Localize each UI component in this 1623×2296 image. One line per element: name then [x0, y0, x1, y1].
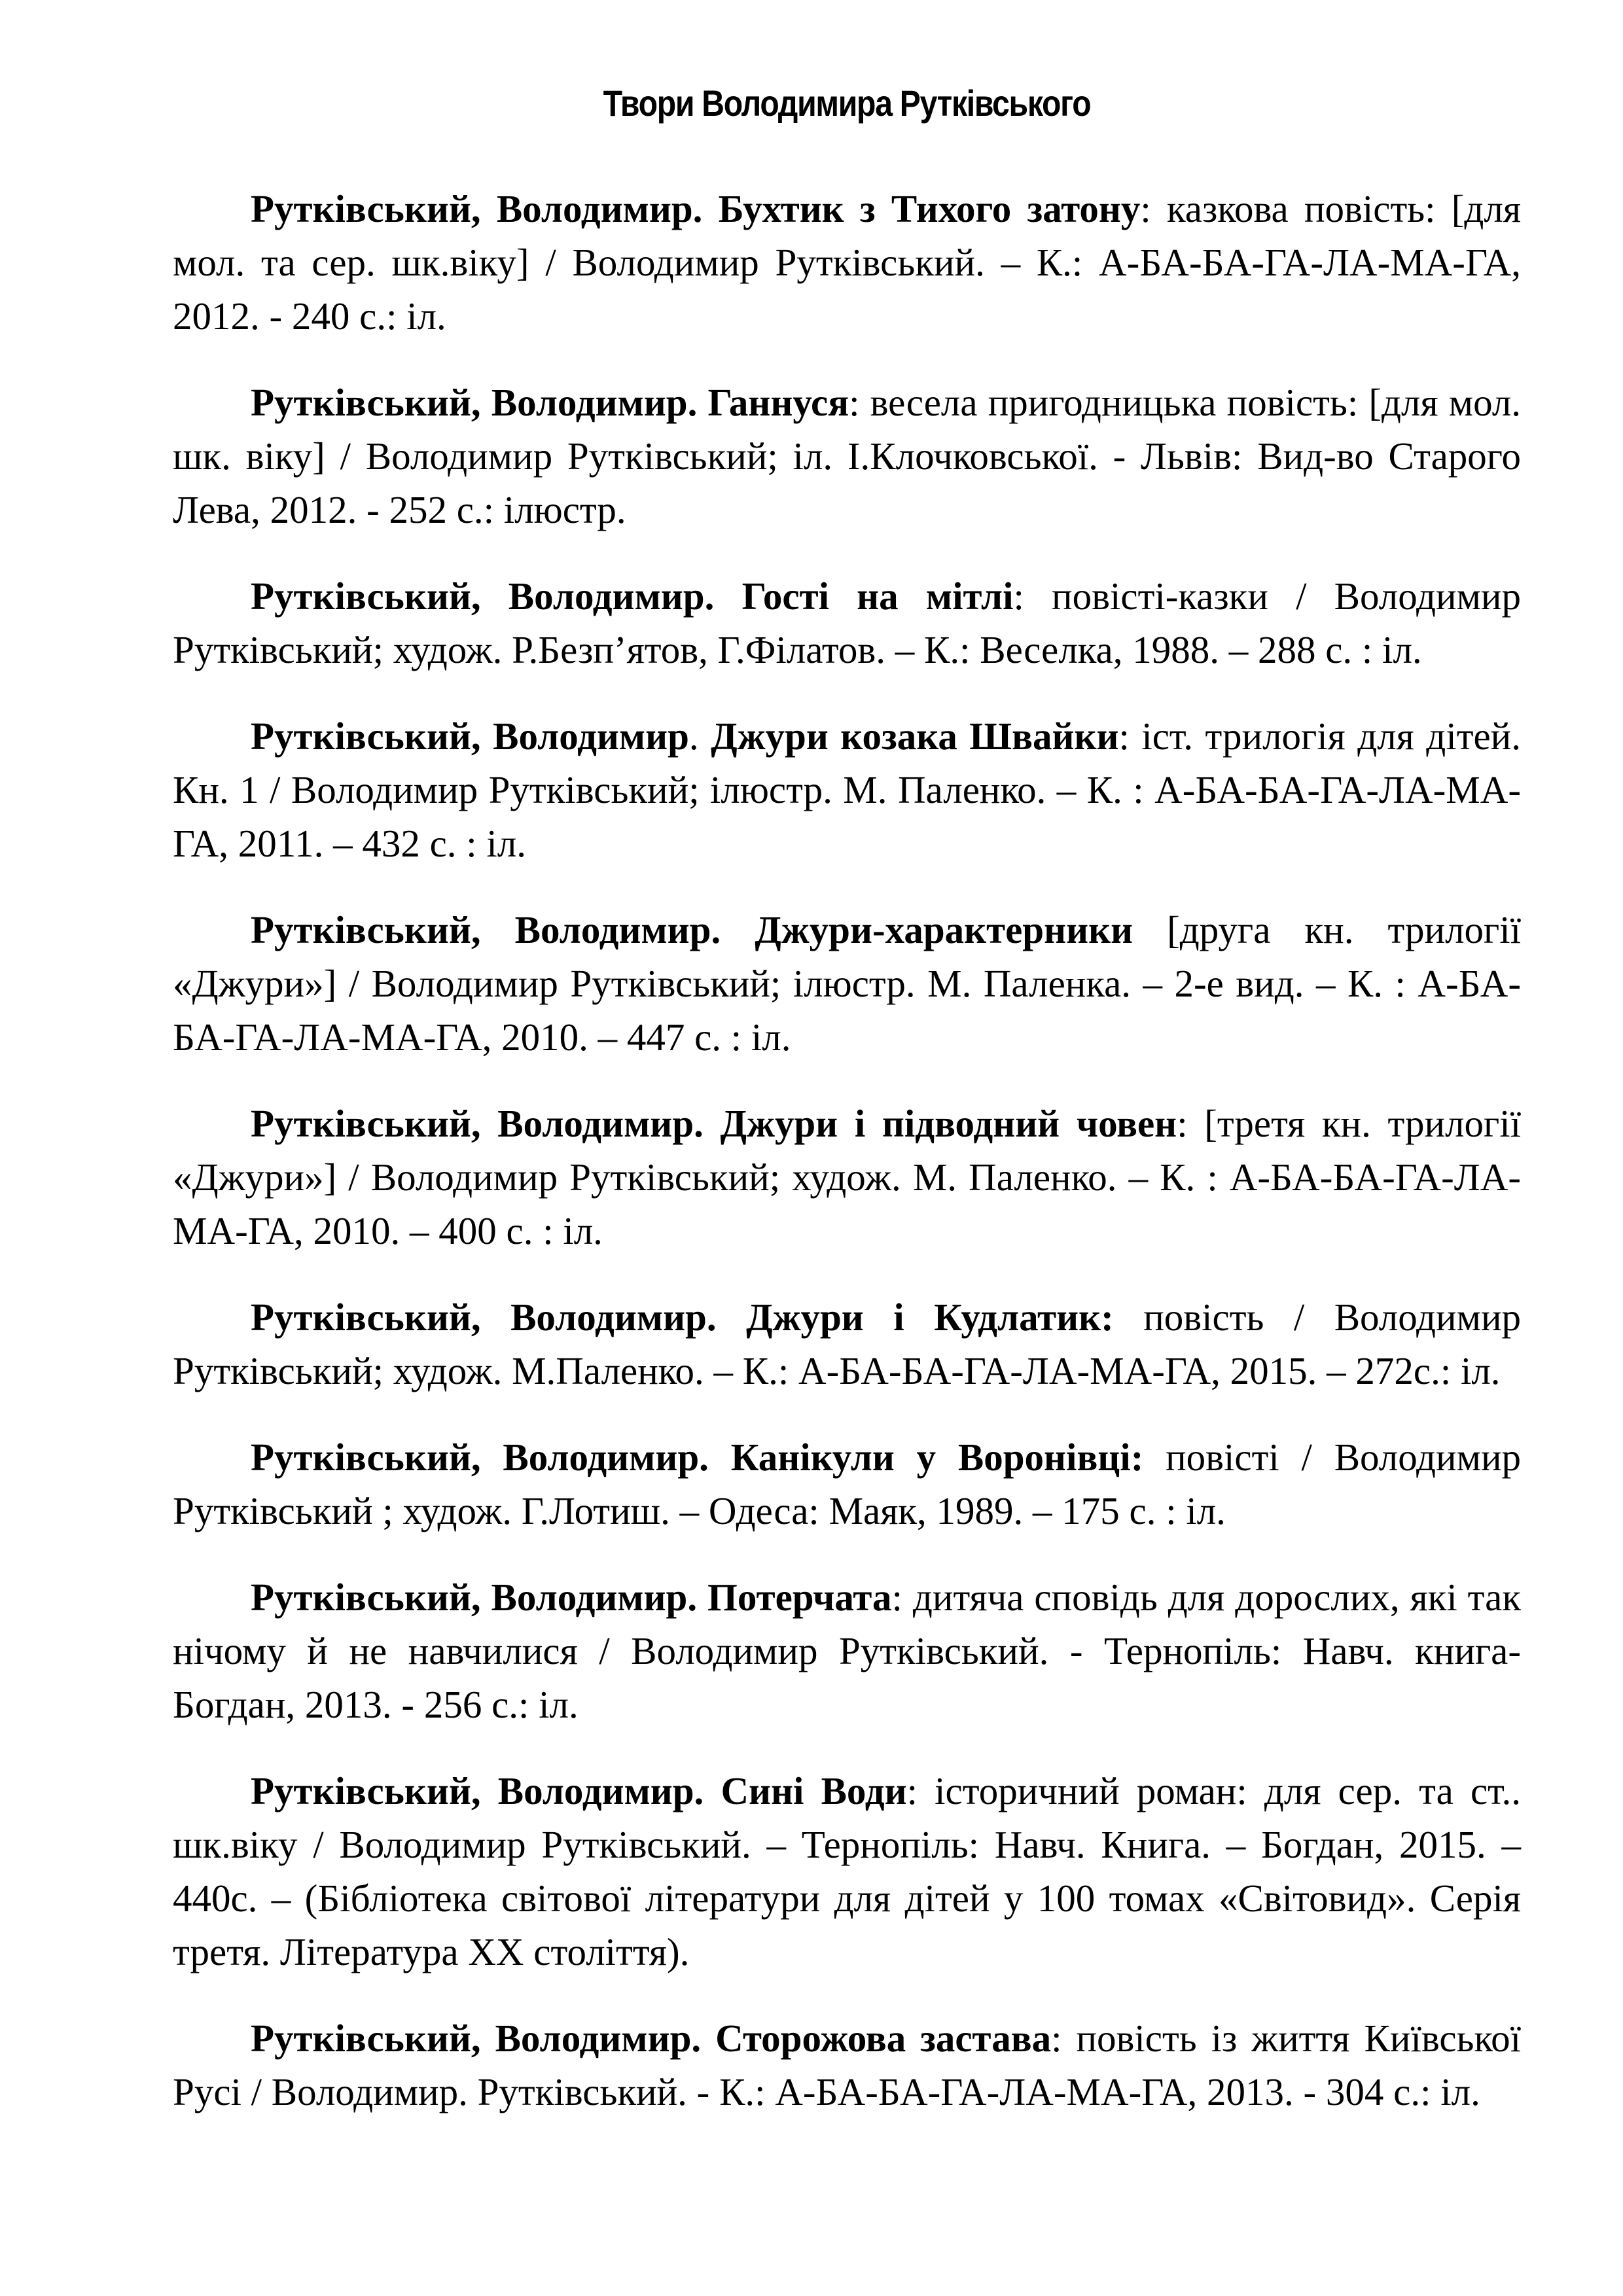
entry-title: Ганнуся — [707, 381, 849, 424]
bibliography-entry — [173, 569, 1521, 677]
entry-author: Рутківський, Володимир. — [251, 908, 721, 951]
bibliography-entry — [173, 903, 1521, 1064]
entry-author: Рутківський, Володимир. — [251, 1102, 704, 1145]
entry-details: : повісті-казки / Володимир Рутківський; худож. Р.Безп’ятов, Г.Філатов. – К.: Веселка, 1988. – 288 с. : іл. — [173, 574, 1522, 671]
entry-details: : іст. трилогія для дітей. Кн. 1 / Володимир Рутківський; ілюстр. М. Паленко. – К. : А-БА-БА-ГА-ЛА-МА-ГА, 2011. – 432 с. : іл. — [173, 715, 1522, 865]
entry-details: : казкова повість: [для мол. та сер. шк.віку] / Володимир Рутківський. – К.: А-БА-БА-ГА-ЛА-МА-ГА, 2012. - 240 с.: іл. — [173, 187, 1522, 338]
entry-author: Рутківський, Володимир. — [251, 1296, 717, 1339]
entry-details: повість / Володимир Рутківський; худож. М.Паленко. – К.: А-БА-БА-ГА-ЛА-МА-ГА, 2015. – 272с.: іл. — [173, 1296, 1522, 1392]
bibliography-entry — [173, 1430, 1521, 1538]
entry-title: Джури козака Швайки — [711, 715, 1119, 758]
page-title: Твори Володимира Рутківського — [603, 82, 1091, 124]
entry-author: Рутківський, Володимир. — [251, 574, 715, 618]
entry-details: [друга кн. трилогії «Джури»] / Володимир Рутківський; ілюстр. М. Паленка. – 2-е вид. – К. : А-БА-БА-ГА-ЛА-МА-ГА, 2010. – 447 с. : іл. — [173, 908, 1521, 1059]
entry-separator — [697, 381, 707, 424]
bibliography-entry — [173, 182, 1521, 343]
entry-details: : історичний роман: для сер. та ст.. шк.віку / Володимир Рутківський. – Тернопіль: Навч. Книга. – Богдан, 2015. – 440с. – (Бібліотека світової літератури для дітей у 100 томах «Світовид». Серія третя. Література ХХ століття). — [173, 1769, 1521, 1973]
entry-separator — [709, 1436, 731, 1479]
bibliography-entry — [173, 2011, 1521, 2119]
entry-title: Джури і підводний човен — [720, 1102, 1177, 1145]
entry-separator — [702, 187, 718, 230]
entry-separator — [697, 1576, 707, 1619]
entry-details: : повість із життя Київської Русі / Володимир. Рутківський. - К.: А-БА-БА-ГА-ЛА-МА-ГА, 2013. - 304 с.: іл. — [173, 2017, 1522, 2113]
entry-separator — [704, 1769, 721, 1812]
entry-title: Джури-характерники — [755, 908, 1133, 951]
entry-separator — [717, 1296, 746, 1339]
entry-separator — [704, 1102, 721, 1145]
entry-title: Сині Води — [721, 1769, 907, 1812]
entry-details: : дитяча сповідь для дорослих, які так нічому й не навчилися / Володимир Рутківський. - Тернопіль: Навч. книга-Богдан, 2013. - 256 с.: іл. — [173, 1576, 1522, 1726]
document-page — [173, 77, 1521, 2151]
entry-details: : весела пригодницька повість: [для мол. шк. віку] / Володимир Рутківський; іл. І.Клочковської. - Львів: Вид-во Старого Лева, 2012. - 252 с.: ілюстр. — [173, 381, 1522, 531]
entry-separator — [701, 2017, 715, 2060]
entry-author: Рутківський, Володимир — [251, 715, 689, 758]
entry-title: Бухтик з Тихого затону — [718, 187, 1141, 230]
entry-author: Рутківський, Володимир. — [251, 2017, 702, 2060]
entry-author: Рутківський, Володимир. — [251, 1576, 698, 1619]
entry-details: : [третя кн. трилогії «Джури»] / Володимир Рутківський; худож. М. Паленко. – К. : А-БА-БА-ГА-ЛА-МА-ГА, 2010. – 400 с. : іл. — [173, 1102, 1522, 1252]
entry-author: Рутківський, Володимир. — [251, 187, 703, 230]
bibliography-list — [173, 182, 1521, 2119]
entry-title: Джури і Кудлатик: — [746, 1296, 1114, 1339]
entry-separator: . — [688, 715, 711, 758]
bibliography-entry — [173, 1290, 1521, 1398]
bibliography-entry — [173, 1764, 1521, 1979]
entry-separator — [721, 908, 755, 951]
entry-title: Гості на мітлі — [741, 574, 1014, 618]
entry-title: Сторожова застава — [715, 2017, 1052, 2060]
bibliography-entry — [173, 709, 1521, 870]
entry-title: Канікули у Воронівці: — [730, 1436, 1144, 1479]
entry-separator — [714, 574, 741, 618]
bibliography-entry — [173, 376, 1521, 537]
entry-title: Потерчата — [707, 1576, 892, 1619]
entry-author: Рутківський, Володимир. — [251, 1769, 704, 1812]
entry-author: Рутківський, Володимир. — [251, 381, 698, 424]
entry-details: повісті / Володимир Рутківський ; худож. Г.Лотиш. – Одеса: Маяк, 1989. – 175 с. : іл. — [173, 1436, 1522, 1532]
entry-author: Рутківський, Володимир. — [251, 1436, 709, 1479]
bibliography-entry — [173, 1570, 1521, 1731]
bibliography-entry — [173, 1097, 1521, 1258]
